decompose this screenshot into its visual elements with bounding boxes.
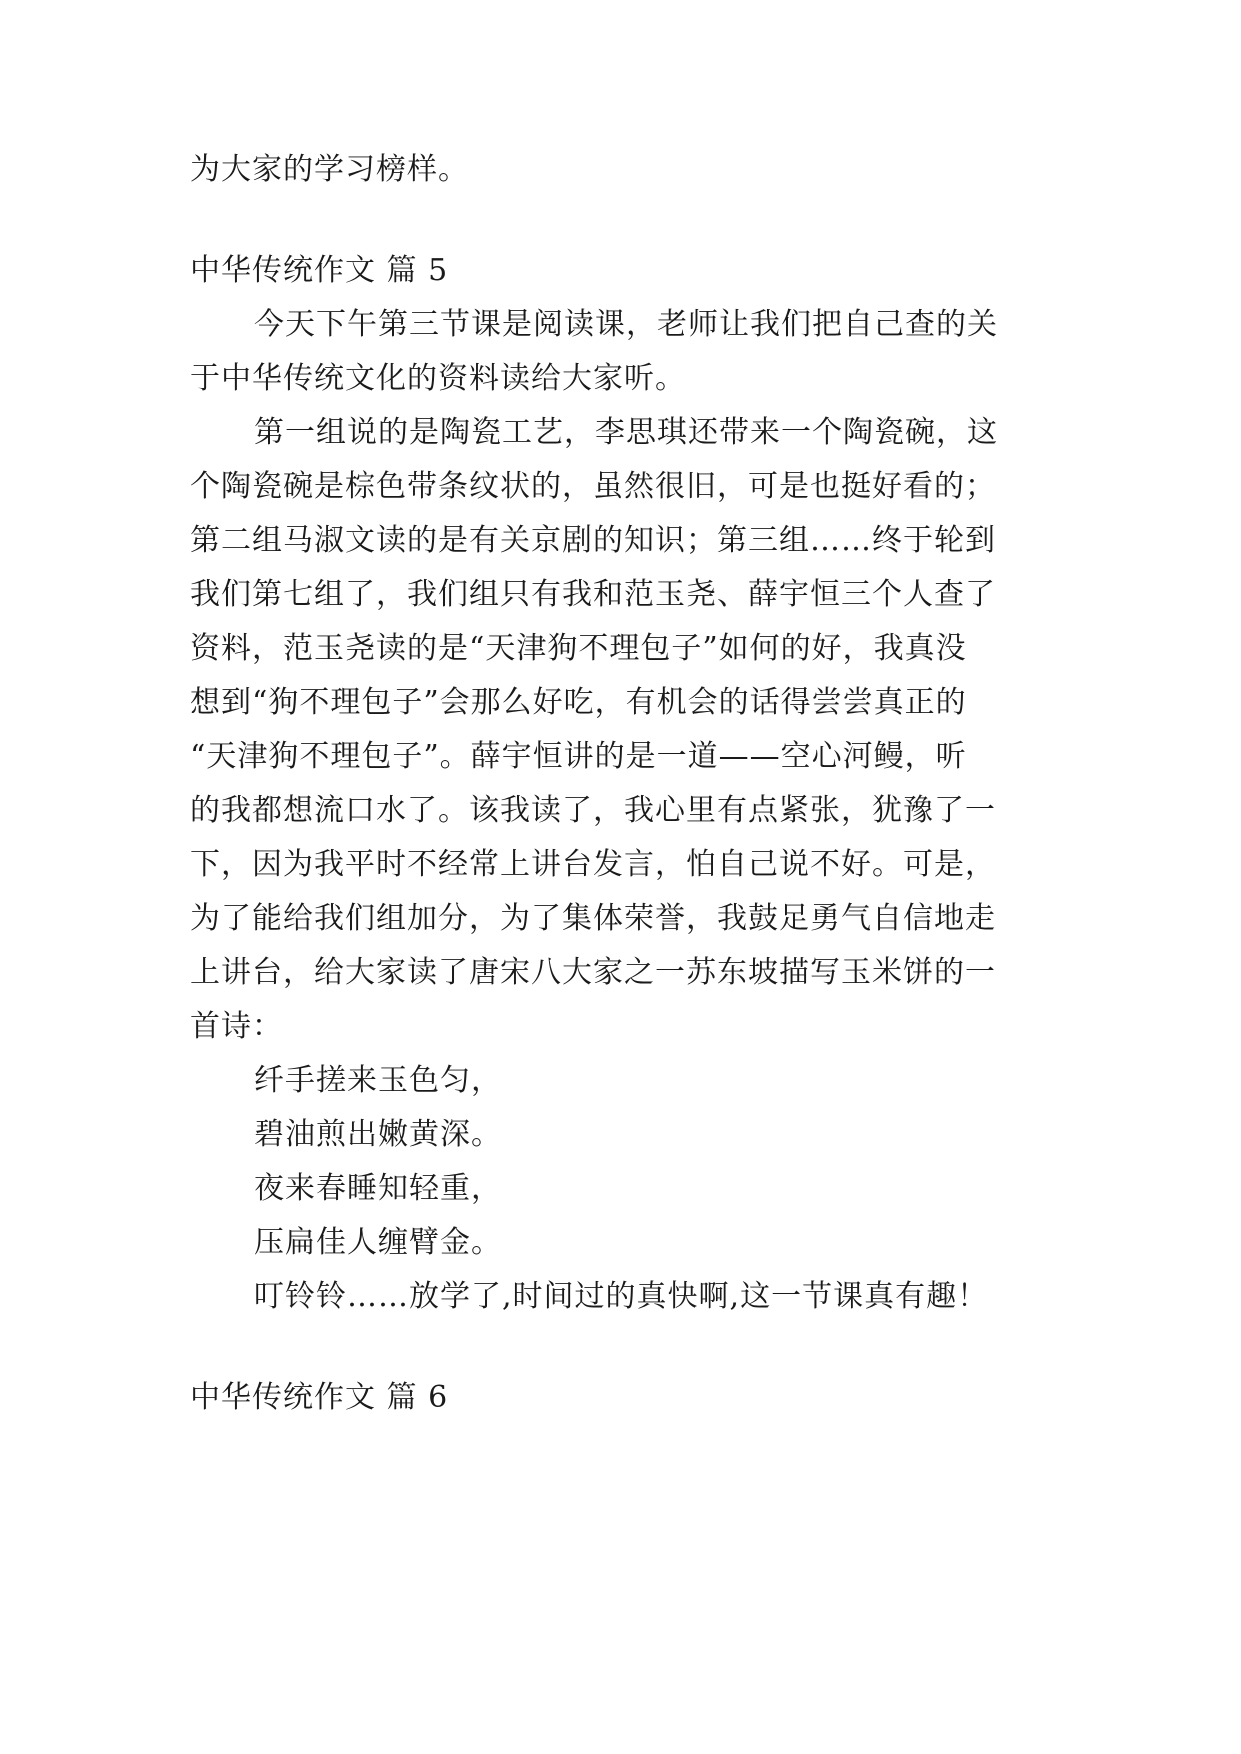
paragraph-line: 的我都想流口水了。该我读了，我心里有点紧张，犹豫了一 <box>190 793 996 828</box>
poem-line: 夜来春睡知轻重， <box>254 1171 502 1206</box>
paragraph-line: 第一组说的是陶瓷工艺，李思琪还带来一个陶瓷碗，这 <box>254 415 998 450</box>
paragraph-line: 于中华传统文化的资料读给大家听。 <box>190 361 686 396</box>
paragraph-line: 个陶瓷碗是棕色带条纹状的，虽然很旧，可是也挺好看的； <box>190 469 996 504</box>
paragraph-line: 想到“狗不理包子”会那么好吃，有机会的话得尝尝真正的 <box>190 685 967 720</box>
intro-tail-text: 为大家的学习榜样。 <box>190 152 469 187</box>
paragraph-line: 为了能给我们组加分，为了集体荣誉，我鼓足勇气自信地走 <box>190 901 996 936</box>
closing-line: 叮铃铃……放学了,时间过的真快啊,这一节课真有趣！ <box>254 1279 989 1314</box>
poem-line: 压扁佳人缠臂金。 <box>254 1225 502 1260</box>
paragraph-line: 今天下午第三节课是阅读课，老师让我们把自己查的关 <box>254 307 998 342</box>
paragraph-line: 首诗： <box>190 1009 283 1044</box>
paragraph-line: 下，因为我平时不经常上讲台发言，怕自己说不好。可是， <box>190 847 996 882</box>
poem-line: 纤手搓来玉色匀， <box>254 1063 502 1098</box>
paragraph-line: “天津狗不理包子”。薛宇恒讲的是一道——空心河鳗，听 <box>190 739 967 774</box>
paragraph-line: 资料，范玉尧读的是“天津狗不理包子”如何的好，我真没 <box>190 631 967 666</box>
paragraph-line: 我们第七组了，我们组只有我和范玉尧、薛宇恒三个人查了 <box>190 577 996 612</box>
section-6-heading: 中华传统作文 篇 6 <box>190 1380 449 1415</box>
section-5-heading: 中华传统作文 篇 5 <box>190 253 449 288</box>
poem-line: 碧油煎出嫩黄深。 <box>254 1117 502 1152</box>
paragraph-line: 第二组马淑文读的是有关京剧的知识；第三组……终于轮到 <box>190 523 996 558</box>
paragraph-line: 上讲台，给大家读了唐宋八大家之一苏东坡描写玉米饼的一 <box>190 955 996 990</box>
